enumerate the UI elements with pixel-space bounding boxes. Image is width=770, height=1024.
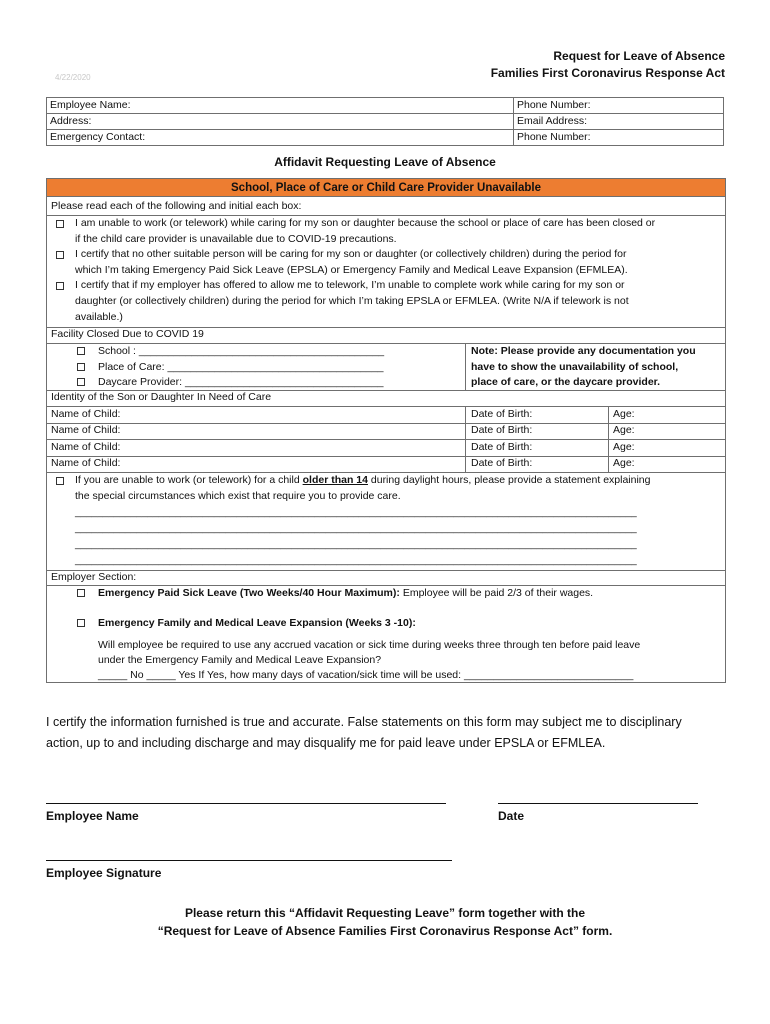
child-dob-field[interactable]: Date of Birth: (471, 457, 533, 469)
facility-heading: Facility Closed Due to COVID 19 (51, 328, 204, 340)
employer-heading: Employer Section: (51, 571, 137, 583)
date-label: Date (498, 809, 525, 823)
note-line-3: place of care, or the daycare provider. (471, 376, 661, 388)
child-dob-field[interactable]: Date of Birth: (471, 441, 533, 453)
emergency-contact-field[interactable]: Emergency Contact: (47, 130, 514, 146)
child-age-field[interactable]: Age: (613, 424, 635, 436)
school-checkbox[interactable] (77, 347, 85, 355)
column-divider (465, 343, 466, 390)
return-instructions (0, 904, 770, 940)
footer-line-2: “Request for Leave of Absence Families First Coronavirus Response Act” form. (157, 924, 613, 938)
certification-statement (46, 712, 736, 754)
child-age-field[interactable]: Age: (613, 441, 635, 453)
title-line-2: Families First Coronavirus Response Act (490, 66, 725, 80)
statement-1-line-1: I am unable to work (or telework) while caring for my son or daughter because the school or place of care has been closed or (75, 217, 656, 229)
employee-signature-label: Employee Signature (46, 866, 162, 880)
epsl-line (98, 586, 593, 602)
child-dob-field[interactable]: Date of Birth: (471, 408, 533, 420)
identity-heading: Identity of the Son or Daughter In Need of Care (51, 391, 272, 403)
date-stamp: 4/22/2020 (55, 73, 91, 82)
affidavit-heading: Affidavit Requesting Leave of Absence (274, 155, 496, 169)
older-child-statement-line-2: the special circumstances which exist that require you to provide care. (75, 490, 401, 502)
statement-blank-line[interactable]: _____________________________________________________________________________________________________ (75, 539, 637, 550)
efml-answer-line[interactable]: _____ No _____ Yes If Yes, how many days of vacation/sick time will be used: _____________________________ (98, 669, 634, 681)
statement-2-checkbox[interactable] (56, 251, 64, 259)
statement-3-line-2: daughter (or collectively children) during the period for which I’m taking EPSLA or EFMLEA. (Write N/A if telework is not (75, 295, 629, 307)
affidavit-form (46, 178, 726, 683)
employee-info-table (46, 97, 724, 146)
emergency-phone-field[interactable]: Phone Number: (514, 130, 724, 146)
instruction-text: Please read each of the following and initial each box: (51, 200, 302, 212)
email-address-field[interactable]: Email Address: (514, 114, 724, 130)
efml-title: Emergency Family and Medical Leave Expansion (Weeks 3 -10): (98, 617, 416, 629)
place-of-care-option: Place of Care: _____________________________________ (98, 361, 384, 373)
epsl-title: Emergency Paid Sick Leave (Two Weeks/40 Hour Maximum): (98, 587, 400, 599)
title-line-1: Request for Leave of Absence (553, 49, 725, 63)
statement-2-line-2: which I’m taking Emergency Paid Sick Leave (EPSLA) or Emergency Family and Medical Leave Expansion (EFMLEA). (75, 264, 628, 276)
employee-name-label: Employee Name (46, 809, 139, 823)
phone-number-field[interactable]: Phone Number: (514, 98, 724, 114)
school-option: School : __________________________________________ (98, 345, 385, 357)
address-field[interactable]: Address: (47, 114, 514, 130)
section-header: School, Place of Care or Child Care Provider Unavailable (47, 179, 725, 197)
statement-blank-line[interactable]: _____________________________________________________________________________________________________ (75, 507, 637, 518)
efml-checkbox[interactable] (77, 619, 85, 627)
child-name-field[interactable]: Name of Child: (51, 424, 121, 436)
note-line-1: Note: Please provide any documentation you (471, 345, 696, 357)
epsl-text: Employee will be paid 2/3 of their wages. (402, 587, 594, 599)
daycare-option: Daycare Provider: __________________________________ (98, 376, 384, 388)
footer-line-1: Please return this “Affidavit Requesting Leave” form together with the (184, 906, 586, 920)
older-child-text-pre: If you are unable to work (or telework) for a child (75, 474, 303, 486)
statement-blank-line[interactable]: _____________________________________________________________________________________________________ (75, 523, 637, 534)
employee-name-field[interactable]: Employee Name: (47, 98, 514, 114)
child-name-field[interactable]: Name of Child: (51, 441, 121, 453)
older-child-checkbox[interactable] (56, 477, 64, 485)
statement-1-line-2: if the child care provider is unavailable due to COVID-19 precautions. (75, 233, 397, 245)
child-age-field[interactable]: Age: (613, 408, 635, 420)
efml-question-line-2: under the Emergency Family and Medical Leave Expansion? (98, 654, 382, 666)
child-name-field[interactable]: Name of Child: (51, 457, 121, 469)
place-of-care-checkbox[interactable] (77, 363, 85, 371)
note-line-2: have to show the unavailability of school, (471, 361, 679, 373)
daycare-checkbox[interactable] (77, 378, 85, 386)
employee-name-signature-line[interactable] (46, 803, 446, 804)
statement-3-checkbox[interactable] (56, 282, 64, 290)
efml-question-line-1: Will employee be required to use any accrued vacation or sick time during weeks three through ten before paid leave (98, 639, 641, 651)
document-title (491, 48, 725, 82)
statement-1-checkbox[interactable] (56, 220, 64, 228)
certification-line-2: action, up to and including discharge and may disqualify me for paid leave under EPSLA or EFMLEA. (46, 736, 606, 750)
certification-line-1: I certify the information furnished is true and accurate. False statements on this form may subject me to disciplinary (46, 715, 682, 729)
older-child-text-post: during daylight hours, please provide a statement explaining (367, 474, 651, 486)
divider (47, 570, 725, 571)
child-name-field[interactable]: Name of Child: (51, 408, 121, 420)
statement-3-line-1: I certify that if my employer has offered to allow me to telework, I’m unable to complete work while caring for my son or (75, 279, 625, 291)
statement-2-line-1: I certify that no other suitable person will be caring for my son or daughter (or collectively children) during the period for (75, 248, 627, 260)
date-signature-line[interactable] (498, 803, 698, 804)
statement-3-line-3: available.) (75, 311, 123, 323)
employee-signature-line[interactable] (46, 860, 452, 861)
epsl-checkbox[interactable] (77, 589, 85, 597)
child-age-field[interactable]: Age: (613, 457, 635, 469)
child-dob-field[interactable]: Date of Birth: (471, 424, 533, 436)
older-child-statement (75, 473, 650, 489)
older-than-14-emphasis: older than 14 (302, 474, 368, 486)
statement-blank-line[interactable]: _____________________________________________________________________________________________________ (75, 555, 637, 566)
